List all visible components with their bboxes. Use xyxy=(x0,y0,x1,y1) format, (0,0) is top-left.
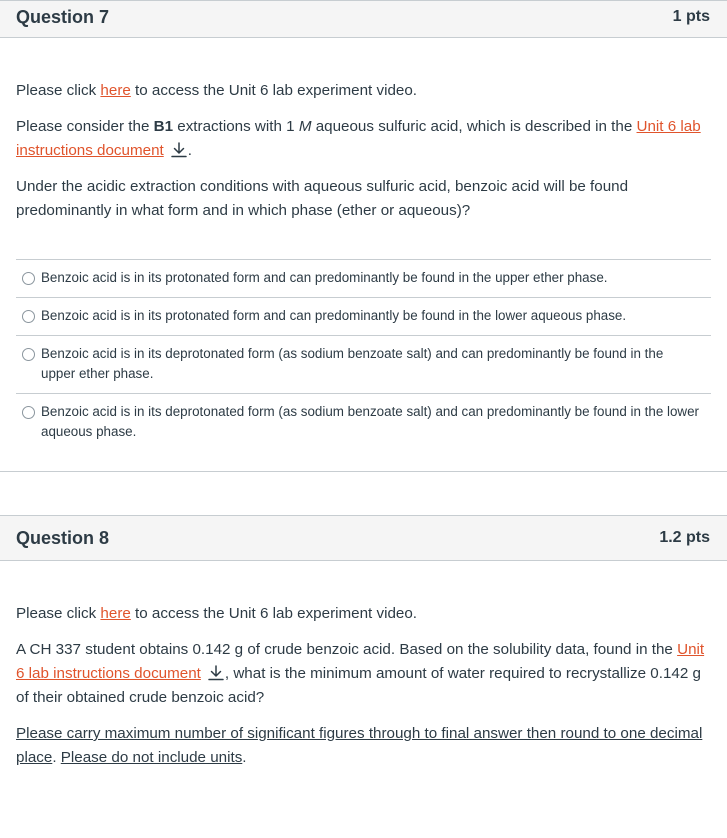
answer-option[interactable] xyxy=(16,394,711,452)
question-7-points: 1 pts xyxy=(672,8,710,25)
radio-button[interactable] xyxy=(22,348,35,361)
radio-button[interactable] xyxy=(22,272,35,285)
answer-text: Benzoic acid is in its deprotonated form (as sodium benzoate salt) and can predominantly be found in the upper ether phase. xyxy=(41,346,664,381)
question-7-video-paragraph: Please click here to access the Unit 6 lab experiment video. xyxy=(16,82,418,99)
answer-option[interactable] xyxy=(16,260,711,298)
question-7-bottom-divider xyxy=(0,471,727,472)
significant-figures-instruction: Please carry maximum number of significant figures through to final answer then round to one decimal place xyxy=(16,725,703,766)
question-8-title: Question 8 xyxy=(16,528,110,548)
question-7-lab-document-link[interactable]: Unit 6 lab instructions document xyxy=(16,118,701,159)
question-7-video-link[interactable]: here xyxy=(100,82,131,99)
question-8-prompt: A CH 337 student obtains 0.142 g of crude benzoic acid. Based on the solubility data, found in the Unit 6 lab instructions document , what is the minimum amount of water required to recrystallize 0.142 g of their obtained crude benzoic acid? xyxy=(16,641,705,706)
question-7-title: Question 7 xyxy=(16,7,110,27)
no-units-instruction: Please do not include units xyxy=(60,749,243,766)
question-7-context-paragraph: Please consider the B1 extractions with 1 M aqueous sulfuric acid, which is described in the Unit 6 lab instructions document . xyxy=(16,118,701,159)
question-8-video-link[interactable]: here xyxy=(100,605,131,622)
answer-text: Benzoic acid is in its protonated form and can predominantly be found in the upper ether phase. xyxy=(41,270,608,285)
answer-text: Benzoic acid is in its deprotonated form (as sodium benzoate salt) and can predominantly be found in the lower aqueous phase. xyxy=(41,404,700,439)
question-8-instructions: Please carry maximum number of significant figures through to final answer then round to one decimal place. Please do not include units. xyxy=(16,725,703,766)
question-8-points: 1.2 pts xyxy=(659,529,710,546)
question-7-prompt: Under the acidic extraction conditions with aqueous sulfuric acid, benzoic acid will be found predominantly in what form and in which phase (ether or aqueous)? xyxy=(16,178,629,219)
answer-text: Benzoic acid is in its protonated form and can predominantly be found in the lower aqueous phase. xyxy=(41,308,627,323)
download-icon[interactable] xyxy=(207,665,225,681)
question-7-header xyxy=(0,0,727,38)
download-icon[interactable] xyxy=(170,142,188,158)
radio-button[interactable] xyxy=(22,310,35,323)
question-8-header xyxy=(0,515,727,561)
answer-option[interactable] xyxy=(16,336,711,394)
answer-option[interactable] xyxy=(16,298,711,336)
question-8-lab-document-link[interactable]: Unit 6 lab instructions document xyxy=(16,641,705,682)
question-7-answer-list xyxy=(16,259,711,452)
radio-button[interactable] xyxy=(22,406,35,419)
question-8-video-paragraph: Please click here to access the Unit 6 lab experiment video. xyxy=(16,605,418,622)
